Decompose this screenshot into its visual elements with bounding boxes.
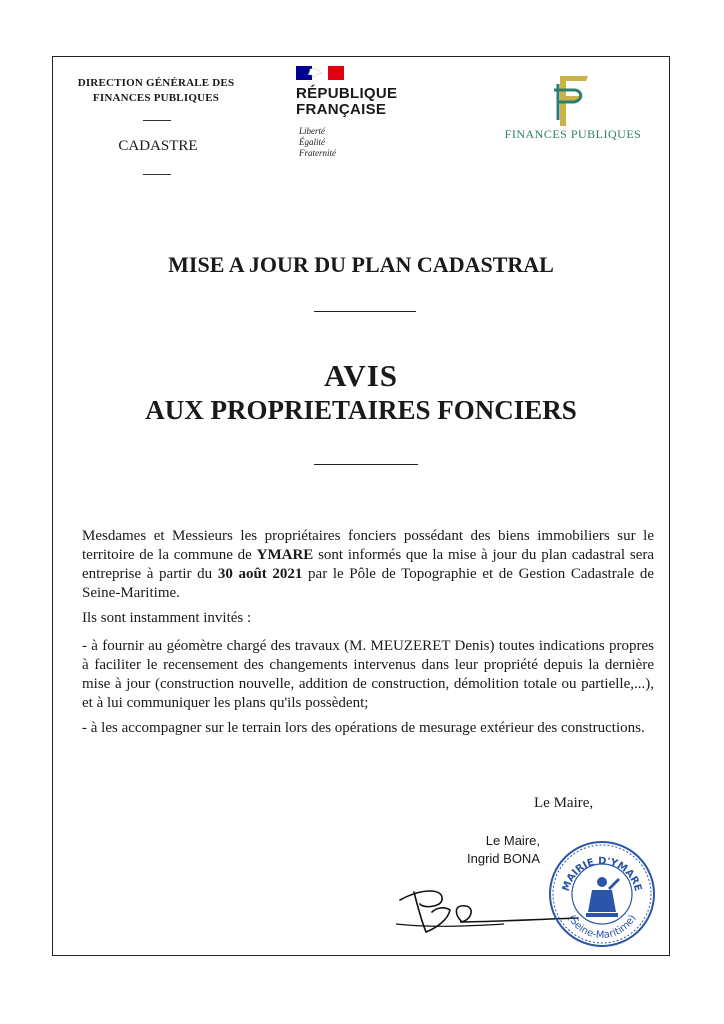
republique-francaise bbox=[296, 86, 436, 118]
intro-text-a: Mesdames et Messieurs les propriétaires fonciers possédant des biens immobiliers sur le territoire de la commune de bbox=[82, 528, 654, 563]
avis-title: AVIS bbox=[323, 358, 399, 393]
intro-paragraph bbox=[82, 527, 654, 603]
motto-egalite: Égalité bbox=[299, 137, 325, 147]
republique-line2: FRANÇAISE bbox=[296, 101, 387, 118]
avis-subtitle: AUX PROPRIETAIRES FONCIERS bbox=[145, 395, 577, 425]
finances-publiques-label: FINANCES PUBLIQUES bbox=[504, 127, 642, 141]
title-divider bbox=[314, 311, 416, 312]
seal-top-text: MAIRIE D'YMARE bbox=[560, 855, 644, 893]
signatory-title: Le Maire, bbox=[534, 795, 594, 811]
dgfip-header bbox=[64, 76, 248, 106]
dgfip-line1: DIRECTION GÉNÉRALE DES bbox=[77, 77, 235, 89]
intro-text-b: sont informés que la mise à jour du plan cadastral sera entreprise à partir du bbox=[82, 547, 655, 582]
dgfip-line2: FINANCES PUBLIQUES bbox=[92, 92, 220, 104]
motto-fraternite: Fraternité bbox=[299, 148, 336, 158]
republic-motto bbox=[299, 126, 399, 159]
finances-publiques-logo bbox=[548, 70, 594, 128]
commune-name: YMARE bbox=[256, 547, 314, 563]
instruction-item-2: - à les accompagner sur le terrain lors des opérations de mesurage extérieur des constructions. bbox=[82, 720, 645, 736]
intro-text-c: par le Pôle de Topographie et de Gestion Cadastrale de Seine-Maritime. bbox=[82, 566, 654, 601]
svg-text:(Seine-Maritime) bbox=[565, 913, 638, 941]
mayor-name: Ingrid BONA bbox=[467, 851, 540, 866]
motto-liberte: Liberté bbox=[299, 126, 325, 136]
avis-divider bbox=[314, 464, 418, 465]
cadastre-label: CADASTRE bbox=[118, 138, 198, 154]
main-title: MISE A JOUR DU PLAN CADASTRAL bbox=[168, 252, 554, 277]
instruction-item-1: - à fournir au géomètre chargé des travaux (M. MEUZERET Denis) toutes indications propres à faciliter le recensement des changements intervenus dans leur propriété depuis la dernière mise à jour (construction nouvelle, addition de construction, démolition totale ou partielle,...), et à lui communiquer les plans qu'ils possèdent; bbox=[82, 638, 654, 711]
cadastre-divider bbox=[143, 174, 171, 175]
invitation-heading: Ils sont instamment invités : bbox=[82, 610, 252, 626]
seal-bottom-text: (Seine-Maritime) bbox=[565, 913, 639, 942]
start-date: 30 août 2021 bbox=[217, 566, 303, 582]
mayor-name-stamp bbox=[400, 832, 540, 868]
dgfip-divider bbox=[143, 120, 171, 121]
notice-body bbox=[82, 527, 654, 744]
marianne-logo bbox=[296, 66, 344, 80]
mairie-seal-stamp bbox=[546, 838, 658, 950]
document-border bbox=[52, 56, 670, 956]
stamp-title: Le Maire, bbox=[485, 833, 540, 848]
republique-line1: RÉPUBLIQUE bbox=[296, 85, 398, 102]
